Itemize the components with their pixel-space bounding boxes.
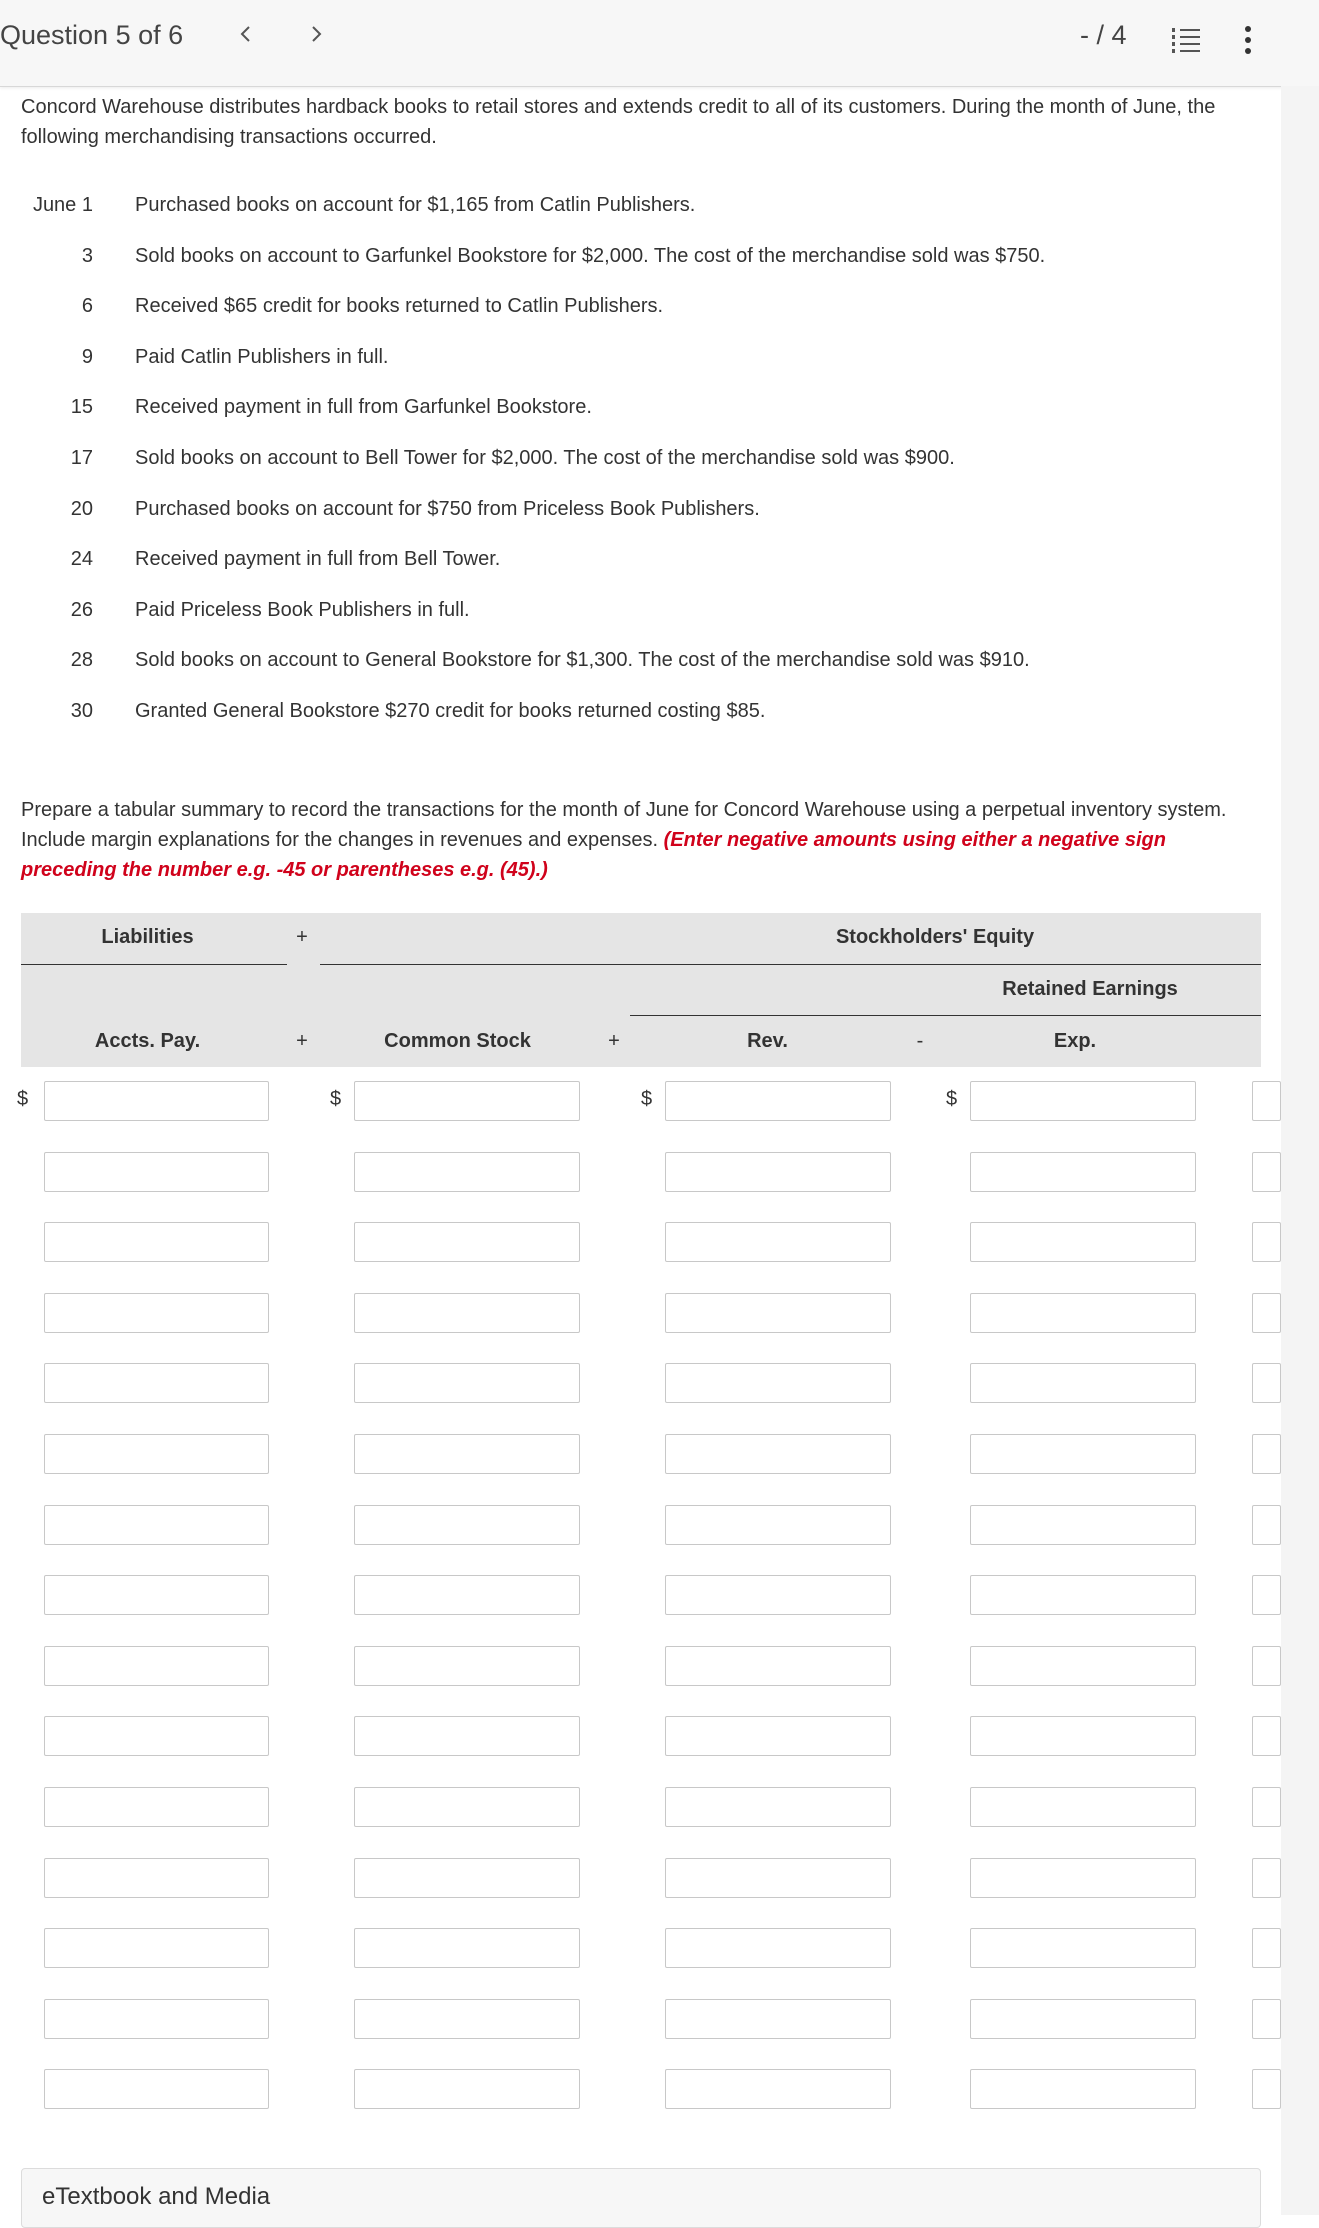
transaction-description: Received payment in full from Garfunkel Bookstore. [135,396,592,418]
revenue-input[interactable] [665,1505,891,1545]
equity-underline [320,964,1261,965]
accts-pay-input[interactable] [44,1222,269,1262]
common-stock-input[interactable] [354,1716,580,1756]
currency-symbol: $ [330,1088,342,1110]
revenue-header: Rev. [747,1030,788,1052]
accts-pay-input[interactable] [44,1434,269,1474]
stockholders-equity-header: Stockholders' Equity [835,926,1035,948]
accts-pay-input[interactable] [44,1999,269,2039]
explanation-input[interactable] [1252,1505,1281,1545]
side-panel [1281,86,1319,2215]
explanation-input[interactable] [1252,1858,1281,1898]
accts-pay-input[interactable] [44,1293,269,1333]
explanation-input[interactable] [1252,1152,1281,1192]
minus-sign-header: - [916,1030,924,1052]
revenue-input[interactable] [665,1858,891,1898]
revenue-input[interactable] [665,2069,891,2109]
accts-pay-header: Accts. Pay. [94,1030,201,1052]
common-stock-input[interactable] [354,1293,580,1333]
revenue-input[interactable] [665,1363,891,1403]
common-stock-input[interactable] [354,1363,580,1403]
expenses-input[interactable] [970,1434,1196,1474]
transaction-date: 6 [81,295,93,317]
transaction-date: 30 [70,700,93,722]
transaction-description: Granted General Bookstore $270 credit for books returned costing $85. [135,700,766,722]
plus-sign-header: + [296,926,308,948]
common-stock-input[interactable] [354,1787,580,1827]
transaction-date: 3 [81,245,93,267]
common-stock-input[interactable] [354,1434,580,1474]
revenue-input[interactable] [665,1999,891,2039]
common-stock-input[interactable] [354,1081,580,1121]
transaction-description: Paid Priceless Book Publishers in full. [135,599,470,621]
expenses-input[interactable] [970,1222,1196,1262]
expenses-input[interactable] [970,1081,1196,1121]
explanation-input[interactable] [1252,2069,1281,2109]
common-stock-input[interactable] [354,1858,580,1898]
transaction-date: 9 [81,346,93,368]
transaction-date: 24 [70,548,93,570]
retained-earnings-underline [630,1015,1261,1016]
plus-sign-header: + [296,1030,308,1052]
common-stock-input[interactable] [354,1928,580,1968]
currency-symbol: $ [946,1088,958,1110]
transaction-date: 15 [70,396,93,418]
accts-pay-input[interactable] [44,1505,269,1545]
transaction-date: 28 [70,649,93,671]
accts-pay-input[interactable] [44,1152,269,1192]
revenue-input[interactable] [665,1293,891,1333]
expenses-input[interactable] [970,2069,1196,2109]
common-stock-header: Common Stock [384,1030,531,1052]
numbered-list-icon [1170,24,1202,54]
more-vertical-icon [1238,24,1258,56]
explanation-input[interactable] [1252,1434,1281,1474]
revenue-input[interactable] [665,1646,891,1686]
explanation-input[interactable] [1252,1363,1281,1403]
revenue-input[interactable] [665,1434,891,1474]
explanation-input[interactable] [1252,1716,1281,1756]
revenue-input[interactable] [665,1716,891,1756]
revenue-input[interactable] [665,1787,891,1827]
accts-pay-input[interactable] [44,1787,269,1827]
transaction-description: Sold books on account to Bell Tower for $2,000. The cost of the merchandise sold was $900. [135,447,955,469]
accts-pay-input[interactable] [44,1575,269,1615]
accts-pay-input[interactable] [44,2069,269,2109]
transaction-description: Purchased books on account for $1,165 from Catlin Publishers. [135,194,696,216]
explanation-input[interactable] [1252,1787,1281,1827]
revenue-input[interactable] [665,1928,891,1968]
expenses-input[interactable] [970,1505,1196,1545]
explanation-input[interactable] [1252,1293,1281,1333]
explanation-input[interactable] [1252,1575,1281,1615]
transaction-date: 20 [70,498,93,520]
transaction-date: 17 [70,447,93,469]
transaction-description: Received payment in full from Bell Tower. [135,548,501,570]
transaction-description: Paid Catlin Publishers in full. [135,346,389,368]
revenue-input[interactable] [665,1222,891,1262]
revenue-input[interactable] [665,1152,891,1192]
common-stock-input[interactable] [354,1575,580,1615]
chevron-right-icon [308,20,324,48]
expenses-input[interactable] [970,1293,1196,1333]
accts-pay-input[interactable] [44,1858,269,1898]
common-stock-input[interactable] [354,2069,580,2109]
accts-pay-input[interactable] [44,1928,269,1968]
accts-pay-input[interactable] [44,1363,269,1403]
more-options-button[interactable] [1238,24,1258,56]
explanation-input[interactable] [1252,1222,1281,1262]
etextbook-media-panel[interactable] [21,2168,1261,2228]
problem-intro: Concord Warehouse distributes hardback books to retail stores and extends credit to all of its customers. During the month of June, the following merchandising transactions occurred. [21,96,1216,148]
transaction-description: Received $65 credit for books returned to Catlin Publishers. [135,295,664,317]
common-stock-input[interactable] [354,1505,580,1545]
explanation-input[interactable] [1252,1646,1281,1686]
common-stock-input[interactable] [354,1999,580,2039]
retained-earnings-header: Retained Earnings [1002,978,1178,1000]
transaction-date: June 1 [32,194,93,216]
question-counter: Question 5 of 6 [0,20,184,50]
explanation-input[interactable] [1252,1928,1281,1968]
explanation-input[interactable] [1252,1081,1281,1121]
accts-pay-input[interactable] [44,1716,269,1756]
expenses-input[interactable] [970,1858,1196,1898]
currency-symbol: $ [641,1088,653,1110]
expenses-input[interactable] [970,1928,1196,1968]
transaction-date: 26 [70,599,93,621]
revenue-input[interactable] [665,1081,891,1121]
liabilities-header: Liabilities [101,926,194,948]
instructions-text: Prepare a tabular summary to record the transactions for the month of June for Concord Warehouse using a perpetual inventory system. Include margin explanations for the changes in revenues and expenses. [21,799,1227,851]
chevron-left-icon [238,20,254,48]
previous-question-button[interactable] [238,20,254,53]
common-stock-input[interactable] [354,1646,580,1686]
expenses-input[interactable] [970,1575,1196,1615]
accts-pay-input[interactable] [44,1646,269,1686]
expenses-input[interactable] [970,1646,1196,1686]
common-stock-input[interactable] [354,1152,580,1192]
liabilities-underline [21,964,287,965]
expenses-input[interactable] [970,1999,1196,2039]
transaction-description: Purchased books on account for $750 from Priceless Book Publishers. [135,498,760,520]
expenses-input[interactable] [970,1363,1196,1403]
question-list-button[interactable] [1170,24,1202,54]
common-stock-input[interactable] [354,1222,580,1262]
plus-sign-header: + [608,1030,620,1052]
expenses-header: Exp. [1053,1030,1097,1052]
question-header [0,0,1319,87]
instructions-note: (Enter negative amounts using either a negative sign preceding the number e.g. -45 or parentheses e.g. (45).) [21,829,1166,881]
revenue-input[interactable] [665,1575,891,1615]
score-display: - / 4 [1080,20,1127,50]
currency-symbol: $ [17,1088,29,1110]
transaction-description: Sold books on account to Garfunkel Bookstore for $2,000. The cost of the merchandise sold was $750. [135,245,1046,267]
expenses-input[interactable] [970,1787,1196,1827]
transaction-description: Sold books on account to General Bookstore for $1,300. The cost of the merchandise sold was $910. [135,649,1030,671]
etextbook-media-label: eTextbook and Media [42,2183,271,2210]
expenses-input[interactable] [970,1716,1196,1756]
explanation-input[interactable] [1252,1999,1281,2039]
expenses-input[interactable] [970,1152,1196,1192]
instructions [21,795,1261,885]
next-question-button[interactable] [308,20,324,53]
accts-pay-input[interactable] [44,1081,269,1121]
